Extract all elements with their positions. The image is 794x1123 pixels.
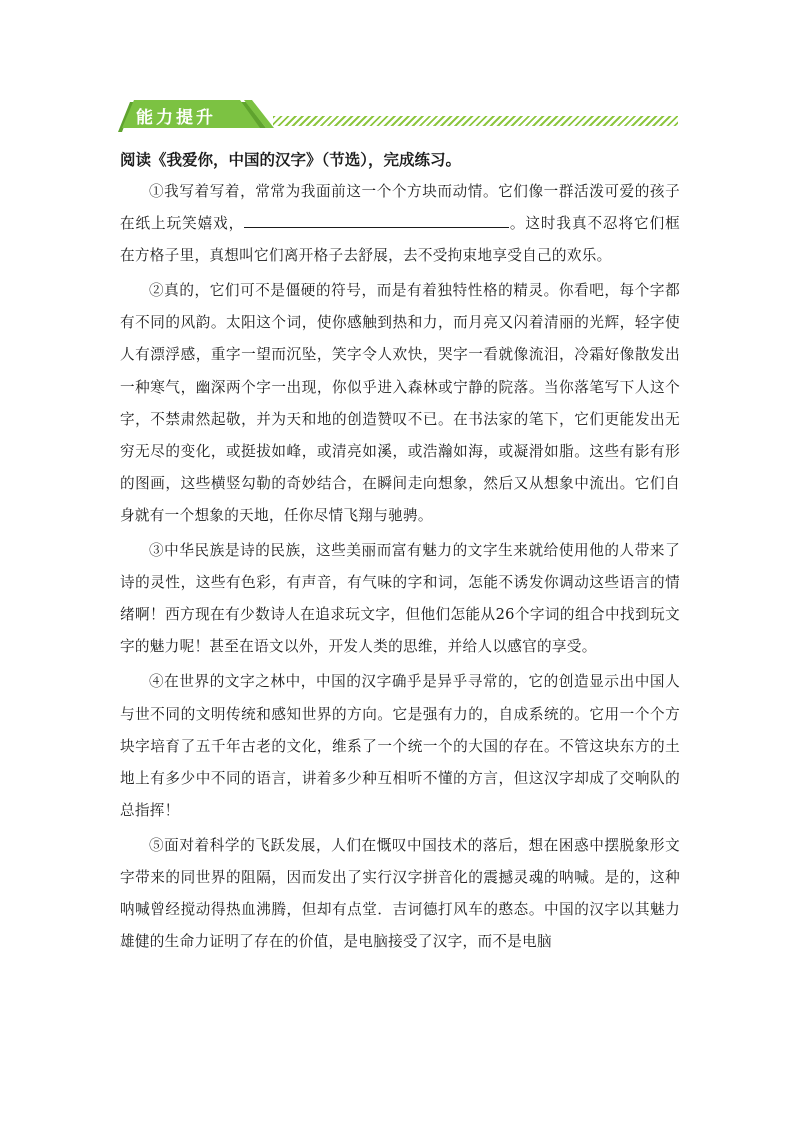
passage: [120, 176, 680, 961]
paragraph-3: ③中华民族是诗的民族，这些美丽而富有魅力的文字生来就给使用他的人带来了诗的灵性，这些有色彩，有声音，有气味的字和词，怎能不诱发你调动这些语言的情绪啊！西方现在有少数诗人在追求玩文字，但他们怎能从26个字词的组合中找到玩文字的魅力呢！甚至在语文以外，开发人类的思维，并给人以感官的享受。: [120, 542, 680, 656]
section-header: [118, 98, 678, 132]
paragraph-1: [120, 176, 680, 272]
paragraph-2: ②真的，它们可不是僵硬的符号，而是有着独特性格的精灵。你看吧，每个字都有不同的风韵。太阳这个词，使你感触到热和力，而月亮又闪着清丽的光辉，轻字使人有漂浮感，重字一望而沉坠，笑字令人欢快，哭字一看就像流泪，冷霜好像散发出一种寒气，幽深两个字一出现，你似乎进入森林或宁静的院落。当你落笔写下人这个字，不禁肃然起敬，并为天和地的创造赞叹不已。在书法家的笔下，它们更能发出无穷无尽的变化，或挺拔如峰，或清亮如溪，或浩瀚如海，或凝滑如脂。这些有影有形的图画，这些横竖勾勒的奇妙结合，在瞬间走向想象，然后又从想象中流出。它们自身就有一个想象的天地，任你尽情飞翔与驰骋。: [120, 282, 680, 524]
paragraph-1-after-blank: 。这时我真不忍将它们框在方格子里，真想叫它们离开格子去舒展，去不受拘束地享受自己的欢乐。: [120, 215, 680, 265]
paragraph-4: ④在世界的文字之林中，中国的汉字确乎是异乎寻常的，它的创造显示出中国人与世不同的文明传统和感知世界的方向。它是强有力的，自成系统的。它用一个个方块字培育了五千年古老的文化，维系了一个统一个的大国的存在。不管这块东方的土地上有多少中不同的语言，讲着多少种互相听不懂的方言，但这汉字却成了交响队的总指挥！: [120, 673, 680, 819]
question-title: 阅读《我爱你，中国的汉字》（节选），完成练习。: [120, 151, 462, 169]
paragraph-5: ⑤面对着科学的飞跃发展，人们在慨叹中国技术的落后，想在困惑中摆脱象形文字带来的同世界的阻隔，因而发出了实行汉字拼音化的震撼灵魂的呐喊。是的，这种呐喊曾经搅动得热血沸腾，但却有点堂．吉诃德打风车的憨态。中国的汉字以其魅力雄健的生命力证明了存在的价值，是电脑接受了汉字，而不是电脑: [120, 836, 680, 951]
answer-blank[interactable]: [244, 213, 509, 228]
header-stripe-rule: [273, 116, 678, 126]
section-header-label: 能力提升: [136, 108, 216, 128]
paragraph-1-before-blank: ①我写着写着，常常为我面前这一个个方块而动情。它们像一群活泼可爱的孩子在纸上玩笑嬉戏，: [120, 183, 680, 233]
